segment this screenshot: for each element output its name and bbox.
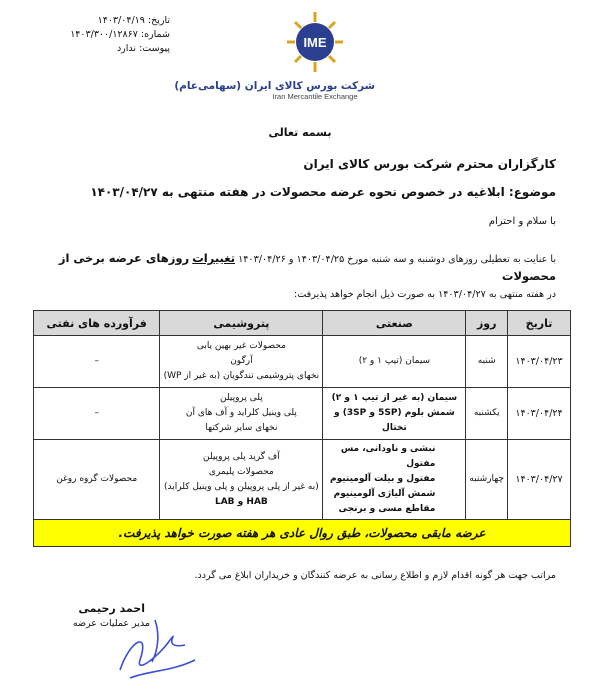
table-header-row — [34, 311, 571, 336]
company-name-en: Iran Mercantile Exchange — [272, 92, 358, 101]
schedule-table — [33, 310, 571, 547]
attachment-line: پیوست: ندارد — [116, 43, 170, 54]
header-industrial: صنعتی — [323, 311, 466, 336]
company-logo — [174, 10, 375, 105]
greeting: با سلام و احترام — [488, 216, 556, 227]
table-row: ۱۴۰۳/۰۴/۲۳ شنبه سیمان (تیپ ۱ و ۲) محصولات غیر بهین یابی آرگون نخهای پتروشیمی تندگویان (به غیر از WP) – — [34, 336, 571, 388]
header-petrochemical: پتروشیمی — [160, 311, 323, 336]
closing-text: مراتب جهت هر گونه اقدام لازم و اطلاع رسانی به عرضه کنندگان و خریداران ابلاغ می گردد. — [194, 570, 556, 581]
company-name: شرکت بورس کالای ایران (سهامی‌عام) — [174, 80, 375, 92]
body-paragraph: با عنایت به تعطیلی روزهای دوشنبه و سه شنبه مورخ ۱۴۰۳/۰۴/۲۵ و ۱۴۰۳/۰۴/۲۶ تغییرات روزهای عرضه برخی از محصولات در هفته منتهی به ۱۴۰۳/۰۴/۲۷ به صورت ذیل انجام خواهد پذیرفت: — [58, 251, 556, 300]
signatory-name: احمد رحیمی — [78, 602, 145, 615]
svg-text:IME: IME — [303, 35, 327, 50]
ime-logo-icon — [275, 10, 355, 74]
header-oil: فرآورده های نفتی — [34, 311, 160, 336]
date-line: تاریخ: ۱۴۰۳/۰۴/۱۹ — [97, 15, 170, 26]
header-day: روز — [466, 311, 508, 336]
header-date: تاریخ — [508, 311, 571, 336]
addressee: کارگزاران محترم شرکت بورس کالای ایران — [303, 157, 556, 171]
letter-meta — [60, 14, 170, 56]
number-line: شماره: ۱۴۰۳/۳۰۰/۱۲۸۶۷ — [70, 29, 170, 40]
underlined-word: تغییرات — [192, 251, 236, 265]
table-row: ۱۴۰۳/۰۴/۲۷ چهارشنبه نبشی و ناودانی، مس مفتول مفتول و بیلت آلومینیوم شمش آلیاژی آلومینیوم مقاطع مسی و برنجی آف گرید پلی پروپیلن محصولات پلیمری (به غیر از پلی پروپیلن و پلی وینیل کلراید) HAB و LAB محصولات گروه روغن — [34, 440, 571, 520]
highlighted-note: عرضه مابقی محصولات، طبق روال عادی هر هفته صورت خواهد پذیرفت. — [34, 520, 571, 547]
bismillah: بسمه تعالی — [268, 126, 332, 139]
subject-line: موضوع: ابلاغیه در خصوص نحوه عرضه محصولات در هفته منتهی به ۱۴۰۳/۰۴/۲۷ — [90, 185, 556, 199]
signatory-title: مدیر عملیات عرضه — [72, 618, 150, 629]
table-row: ۱۴۰۳/۰۴/۲۴ یکشنبه سیمان (به غیر از تیپ ۱ و ۲) شمش بلوم (5SP و 3SP) و تختال پلی پروپیلن پلی وینیل کلراید و آف های آن نخهای سایر شرکتها – — [34, 388, 571, 440]
table-footer-row — [34, 520, 571, 547]
